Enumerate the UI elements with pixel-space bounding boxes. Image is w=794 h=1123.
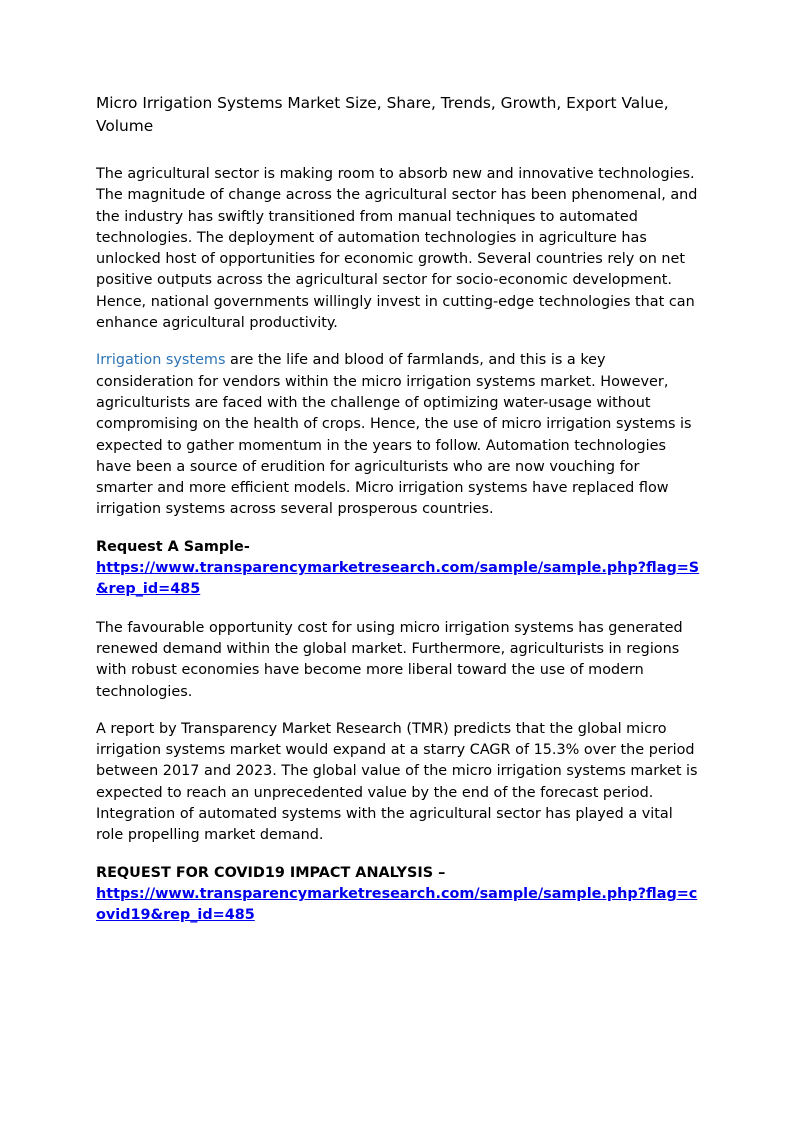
sample-request-block (96, 537, 700, 601)
covid-request-block (96, 863, 700, 927)
opportunity-paragraph: The favourable opportunity cost for using micro irrigation systems has generated renewed demand within the global market. Furthermore, agriculturists in regions with robust economies have become more liberal toward the use of modern technologies. (96, 619, 683, 700)
document-title: Micro Irrigation Systems Market Size, Share, Trends, Growth, Export Value, Volume (96, 94, 669, 135)
sample-request-link[interactable]: https://www.transparencymarketresearch.com/sample/sample.php?flag=S&rep_id=485 (96, 560, 700, 598)
intro-paragraph: The agricultural sector is making room to absorb new and innovative technologies. The magnitude of change across the agricultural sector has been phenomenal, and the industry has swiftly transitioned from manual techniques to automated technologies. The deployment of automation technologies in agriculture has unlocked host of opportunities for economic growth. Several countries rely on net positive outputs across the agricultural sector for socio-economic development. Hence, national governments willingly invest in cutting-edge technologies that can enhance agricultural productivity. (96, 166, 698, 332)
tmr-report-paragraph: A report by Transparency Market Research (TMR) predicts that the global micro irrigation systems market would expand at a starry CAGR of 15.3% over the period between 2017 and 2023. The global value of the micro irrigation systems market is expected to reach an unprecedented value by the end of the forecast period. Integration of automated systems with the agricultural sector has played a vital role propelling market demand. (96, 720, 698, 844)
irrigation-paragraph-text: are the life and blood of farmlands, and this is a key consideration for vendors within the micro irrigation systems market. However, agriculturists are faced with the challenge of optimizing water-usage without compromising on the health of crops. Hence, the use of micro irrigation systems is expected to gather momentum in the years to follow. Automation technologies have been a source of erudition for agriculturists who are now vouching for smarter and more efficient models. Micro irrigation systems have replaced flow irrigation systems across several prosperous countries. (96, 352, 692, 518)
sample-request-label: Request A Sample- (96, 538, 250, 555)
irrigation-systems-link[interactable]: Irrigation systems (96, 352, 226, 369)
irrigation-paragraph (96, 350, 700, 520)
covid-request-link[interactable]: https://www.transparencymarketresearch.com/sample/sample.php?flag=covid19&rep_id=485 (96, 885, 698, 924)
document-page (96, 92, 700, 944)
covid-request-label: REQUEST FOR COVID19 IMPACT ANALYSIS – (96, 864, 446, 881)
